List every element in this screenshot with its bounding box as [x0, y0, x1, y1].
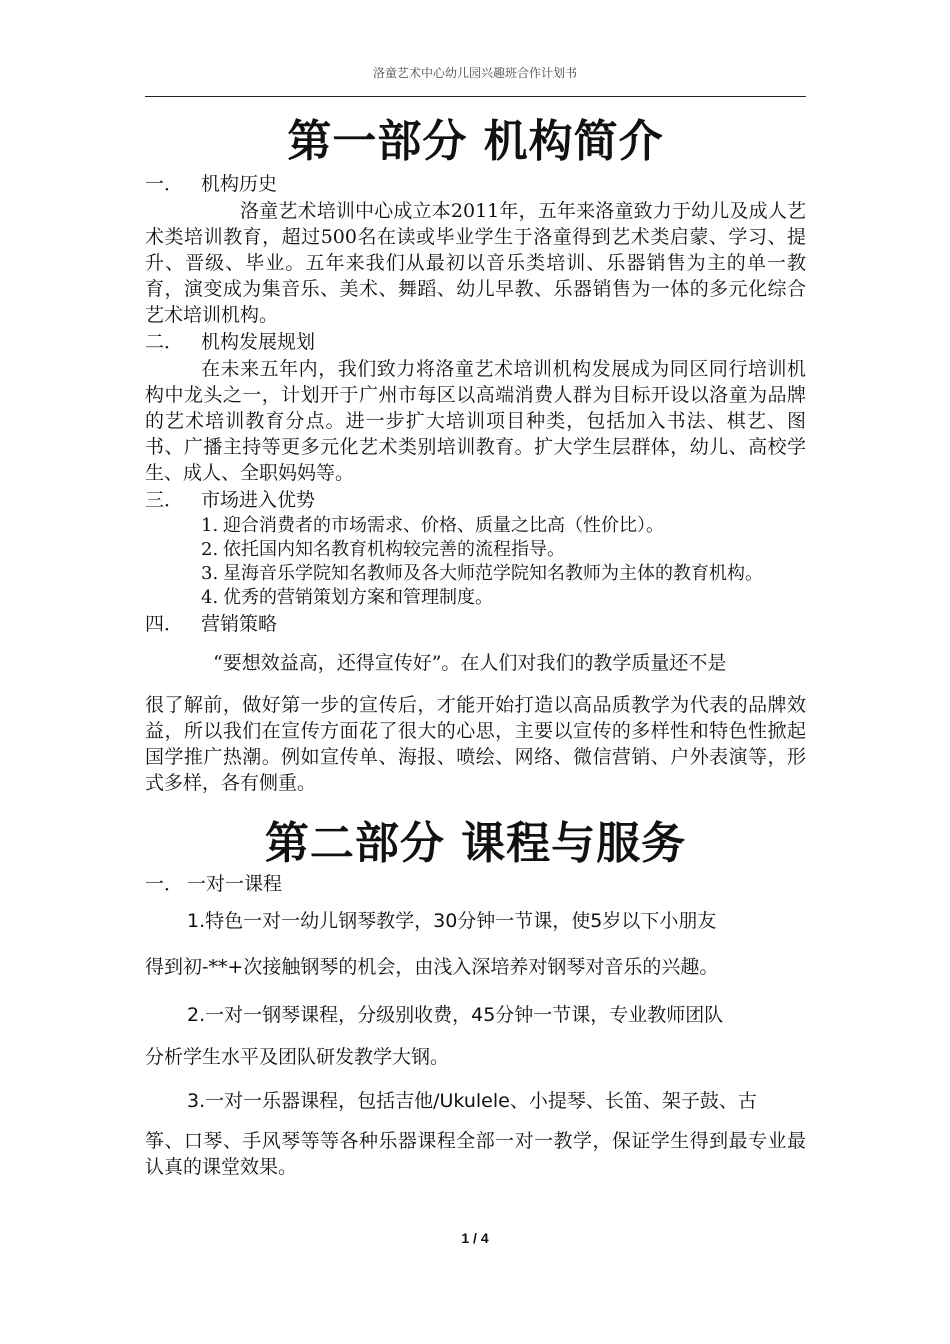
part1-title: 第一部分 机构简介 — [287, 116, 664, 167]
part2-title: 第二部分 课程与服务 — [264, 818, 687, 869]
course-2-line-b: 分析学生水平及团队研发教学大钢。 — [145, 1046, 450, 1068]
list-item: 2. 依托国内知名教育机构较完善的流程指导。 — [201, 539, 565, 560]
course-1-line-b: 得到初-**+次接触钢琴的机会，由浅入深培养对钢琴对音乐的兴趣。 — [145, 956, 719, 978]
section-marketing-heading: 四． 营销策略 — [145, 613, 278, 635]
section-plan-heading: 二． 机构发展规划 — [145, 331, 316, 353]
running-header: 洛童艺术中心幼儿园兴趣班合作计划书 — [372, 66, 577, 80]
course-3-line-a: 3.一对一乐器课程，包括吉他/Ukulele、小提琴、长笛、架子鼓、古 — [187, 1090, 757, 1112]
section-history-heading: 一． 机构历史 — [145, 173, 278, 195]
section-courses-heading: 一． 一对一课程 — [145, 873, 283, 895]
course-2-line-a: 2.一对一钢琴课程，分级别收费，45分钟一节课，专业教师团队 — [187, 1004, 724, 1026]
section-history-body: 洛童艺术培训中心成立本2011年，五年来洛童致力于幼儿及成人艺术类培训教育，超过500名在读或毕业学生于洛童得到艺术类启蒙、学习、提升、晋级、毕业。五年来我们从最初以音乐类培训、乐器销售为主的单一教育，演变成为集音乐、美术、舞蹈、幼儿早教、乐器销售为一体的多元化综合艺术培训机构。 — [145, 200, 806, 326]
page-content — [145, 112, 806, 1180]
course-3-line-b: 筝、口琴、手风琴等等各种乐器课程全部一对一教学，保证学生得到最专业最认真的课堂效果。 — [145, 1130, 806, 1178]
list-item: 3. 星海音乐学院知名教师及各大师范学院知名教师为主体的教育机构。 — [201, 563, 763, 584]
section-marketing-body: 很了解前，做好第一步的宣传后，才能开始打造以高品质教学为代表的品牌效益，所以我们在宣传方面花了很大的心思，主要以宣传的多样性和特色性掀起国学推广热潮。例如宣传单、海报、喷绘、网络、微信营销、户外表演等，形式多样，各有侧重。 — [145, 694, 806, 794]
course-1-line-a: 1.特色一对一幼儿钢琴教学，30分钟一节课，使5岁以下小朋友 — [187, 910, 717, 932]
list-item: 1. 迎合消费者的市场需求、价格、质量之比高（性价比）。 — [201, 515, 664, 536]
marketing-quote-line: “要想效益高，还得宣传好”。在人们对我们的教学质量还不是 — [213, 652, 727, 674]
advantage-list — [145, 514, 806, 610]
header-divider — [145, 96, 806, 97]
section-advantage-heading: 三． 市场进入优势 — [145, 489, 316, 511]
list-item: 4. 优秀的营销策划方案和管理制度。 — [201, 587, 493, 608]
section-plan-body: 在未来五年内，我们致力将洛童艺术培训机构发展成为同区同行培训机构中龙头之一，计划开于广州市每区以高端消费人群为目标开设以洛童为品牌的艺术培训教育分点。进一步扩大培训项目种类，包括加入书法、棋艺、图书、广播主持等更多元化艺术类别培训教育。扩大学生层群体，幼儿、高校学生、成人、全职妈妈等。 — [145, 358, 806, 484]
page-number: 1 / 4 — [461, 1230, 489, 1246]
